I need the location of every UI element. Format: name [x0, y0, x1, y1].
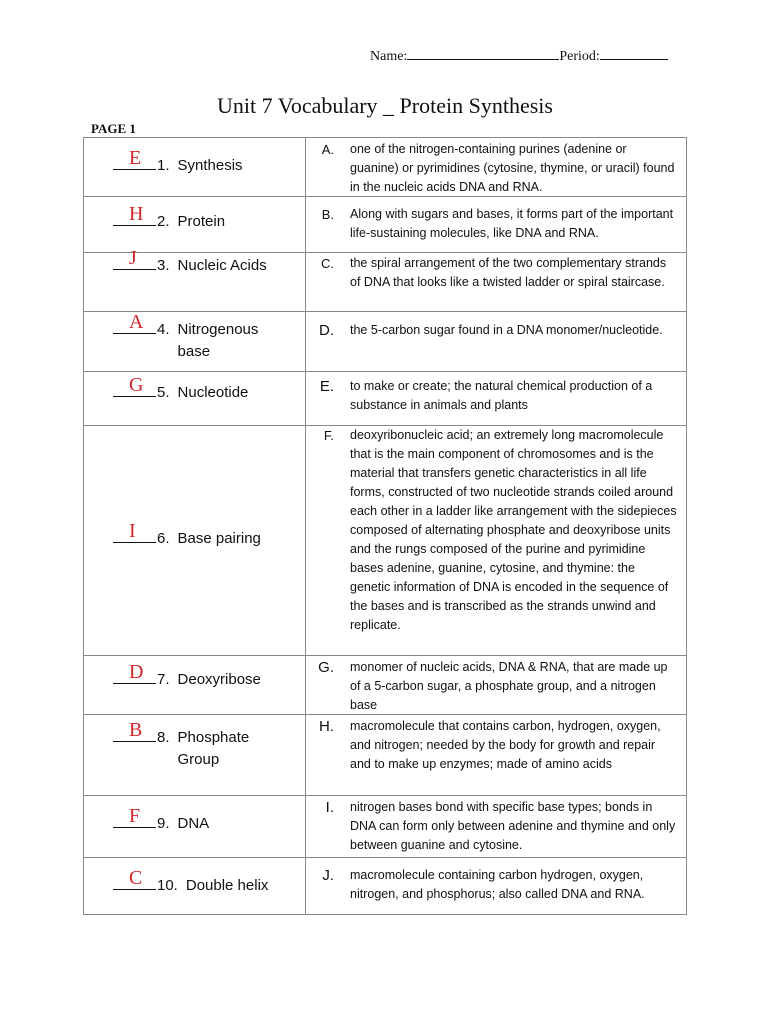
term-number: 7.	[157, 671, 170, 688]
definition-letter: H.	[319, 718, 334, 735]
definition-entry	[306, 866, 678, 904]
term-cell	[84, 247, 306, 312]
term-number: 9.	[157, 815, 170, 832]
name-label: Name:	[370, 49, 408, 64]
definition-cell	[306, 426, 687, 656]
answer-letter: J	[129, 247, 137, 269]
definition-cell	[306, 197, 687, 253]
term-entry	[113, 374, 249, 404]
definition-cell	[306, 715, 687, 796]
table-row	[84, 715, 687, 796]
definition-text: macromolecule containing carbon hydrogen, oxygen, nitrogen, and phosphorus; also called DNA and RNA.	[350, 868, 645, 901]
term-number: 3.	[157, 257, 170, 274]
vocabulary-table	[83, 137, 687, 915]
answer-blank[interactable]	[113, 719, 156, 742]
answer-letter: I	[129, 520, 136, 542]
term-number: 2.	[157, 213, 170, 230]
definition-letter: A.	[321, 142, 334, 157]
definition-letter: I.	[325, 799, 334, 816]
term-label: DNA	[177, 815, 210, 832]
table-row	[84, 858, 687, 915]
name-period-line	[370, 46, 668, 65]
term-entry	[113, 311, 278, 363]
definition-entry	[306, 140, 678, 197]
definition-cell	[306, 312, 687, 372]
definition-letter: B.	[321, 207, 334, 222]
answer-letter: G	[129, 374, 144, 396]
definition-cell	[306, 138, 687, 197]
answer-blank[interactable]	[113, 311, 156, 334]
definition-entry	[306, 658, 678, 715]
term-entry	[113, 247, 267, 277]
answer-letter: A	[129, 311, 144, 333]
answer-blank[interactable]	[113, 661, 156, 684]
answer-letter: E	[129, 147, 142, 169]
term-number: 5.	[157, 384, 170, 401]
answer-letter: C	[129, 867, 143, 889]
definition-letter: J.	[322, 867, 334, 884]
term-entry	[113, 147, 243, 177]
table-row	[84, 426, 687, 656]
answer-blank[interactable]	[113, 374, 156, 397]
term-entry	[113, 867, 269, 897]
term-label: Nucleic Acids	[177, 257, 267, 274]
definition-entry	[306, 205, 678, 243]
definition-entry	[306, 377, 678, 415]
term-entry	[113, 719, 258, 771]
definition-cell	[306, 372, 687, 426]
table-row	[84, 197, 687, 253]
answer-blank[interactable]	[113, 147, 156, 170]
answer-letter: F	[129, 805, 141, 827]
term-number: 4.	[157, 321, 170, 338]
term-cell	[84, 312, 306, 372]
term-cell	[84, 656, 306, 715]
definition-text: the 5-carbon sugar found in a DNA monomer/nucleotide.	[350, 323, 663, 337]
term-number: 6.	[157, 530, 170, 547]
term-label: Synthesis	[177, 157, 243, 174]
term-label: Nitrogenous base	[177, 321, 259, 360]
definition-letter: D.	[319, 322, 334, 339]
term-label: Phosphate Group	[177, 729, 250, 768]
term-label: Protein	[177, 213, 226, 230]
term-cell	[84, 138, 306, 197]
definition-cell	[306, 656, 687, 715]
term-cell	[84, 197, 306, 253]
term-label: Double helix	[185, 877, 269, 894]
term-cell	[84, 858, 306, 915]
name-field[interactable]	[407, 46, 559, 60]
definition-letter: C.	[321, 256, 334, 271]
term-cell	[84, 715, 306, 796]
answer-blank[interactable]	[113, 867, 156, 890]
term-label: Deoxyribose	[177, 671, 261, 688]
table-row	[84, 656, 687, 715]
definition-cell	[306, 253, 687, 312]
table-row	[84, 138, 687, 197]
definition-text: one of the nitrogen-containing purines (adenine or guanine) or pyrimidines (cytosine, thymine, or uracil) found in the nucleic acids DNA and RNA.	[350, 142, 675, 194]
definition-text: the spiral arrangement of the two complementary strands of DNA that looks like a twisted ladder or spiral staircase.	[350, 256, 667, 289]
answer-blank[interactable]	[113, 805, 156, 828]
definition-entry	[306, 717, 678, 774]
definition-text: monomer of nucleic acids, DNA & RNA, that are made up of a 5-carbon sugar, a phosphate group, and a nitrogen base	[350, 660, 668, 712]
term-label: Nucleotide	[177, 384, 249, 401]
term-entry	[113, 520, 261, 550]
table-row	[84, 253, 687, 312]
answer-blank[interactable]	[113, 247, 156, 270]
answer-blank[interactable]	[113, 203, 156, 226]
answer-letter: D	[129, 661, 144, 683]
term-cell	[84, 426, 306, 656]
definition-entry	[306, 798, 678, 855]
table-row	[84, 312, 687, 372]
term-entry	[113, 805, 210, 835]
term-cell	[84, 372, 306, 426]
answer-letter: B	[129, 719, 143, 741]
term-number: 1.	[157, 157, 170, 174]
page-title: Unit 7 Vocabulary _ Protein Synthesis	[217, 93, 553, 118]
term-label: Base pairing	[177, 530, 261, 547]
definition-entry	[306, 254, 678, 292]
definition-letter: F.	[323, 428, 334, 443]
table-row	[84, 796, 687, 858]
definition-text: nitrogen bases bond with specific base types; bonds in DNA can form only between adenine and thymine and only between guanine and cytosine.	[350, 800, 676, 852]
term-entry	[113, 661, 261, 691]
definition-letter: E.	[319, 378, 334, 395]
table-row	[84, 372, 687, 426]
definition-text: macromolecule that contains carbon, hydrogen, oxygen, and nitrogen; needed by the body for growth and repair and to make up enzymes; made of amino acids	[350, 719, 661, 771]
definition-entry	[306, 426, 678, 635]
definition-text: Along with sugars and bases, it forms part of the important life-sustaining molecules, like DNA and RNA.	[350, 207, 674, 240]
term-number: 8.	[157, 729, 170, 746]
definition-entry	[306, 321, 678, 340]
definition-cell	[306, 858, 687, 915]
definition-text: to make or create; the natural chemical production of a substance in animals and plants	[350, 379, 653, 412]
definition-letter: G.	[318, 659, 334, 676]
answer-letter: H	[129, 203, 144, 225]
term-cell	[84, 796, 306, 858]
term-number: 10.	[157, 877, 178, 894]
definition-cell	[306, 796, 687, 858]
period-field[interactable]	[600, 46, 668, 60]
period-label: Period:	[559, 49, 600, 64]
page-label: PAGE 1	[91, 121, 136, 136]
answer-blank[interactable]	[113, 520, 156, 543]
definition-text: deoxyribonucleic acid; an extremely long macromolecule that is the main component of chromosomes and is the material that transfers genetic characteristics in all life forms, constructed of two nucleotide strands coiled around each other in a ladder like arrangement with the sidepieces composed of alternating phosphate and deoxyribose units and the rungs composed of the purine and pyrimidine bases adenine, guanine, cytosine, and thymine: the genetic information of DNA is encoded in the sequence of the bases and is transcribed as the strands unwind and replicate.	[350, 428, 677, 632]
term-entry	[113, 203, 226, 233]
